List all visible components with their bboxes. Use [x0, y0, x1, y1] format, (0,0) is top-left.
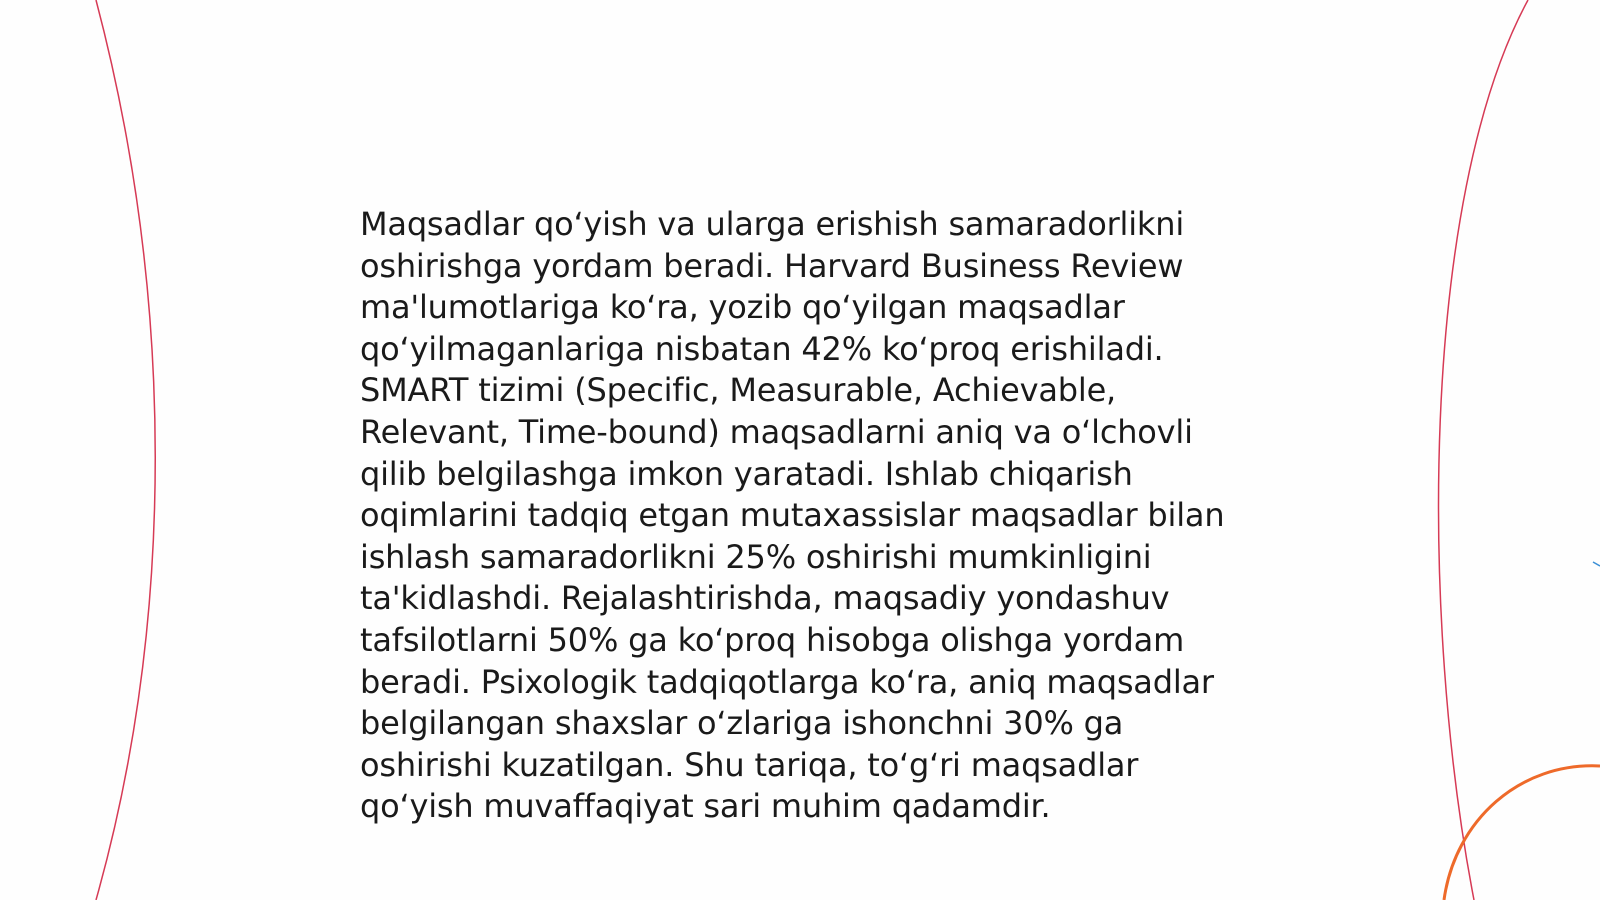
right-curve-line [1439, 0, 1528, 900]
left-curve-line [96, 0, 155, 900]
orange-arc [1444, 766, 1600, 900]
blue-accent-mark [1593, 562, 1600, 566]
body-paragraph: Maqsadlar qo‘yish va ularga erishish samaradorlikni oshirishga yordam beradi. Harvard Business Review ma'lumotlariga ko‘ra, yozib qo‘yilgan maqsadlar qo‘yilmaganlariga nisbatan 42% ko‘proq erishiladi. SMART tizimi (Specific, Measurable, Achievable, Relevant, Time-bound) maqsadlarni aniq va o‘lchovli qilib belgilashga imkon yaratadi. Ishlab chiqarish oqimlarini tadqiq etgan mutaxassislar maqsadlar bilan ishlash samaradorlikni 25% oshirishi mumkinligini ta'kidlashdi. Rejalashtirishda, maqsadiy yondashuv tafsilotlarni 50% ga ko‘proq hisobga olishga yordam beradi. Psixologik tadqiqotlarga ko‘ra, aniq maqsadlar belgilangan shaxslar o‘zlariga ishonchni 30% ga oshirishi kuzatilgan. Shu tariqa, to‘g‘ri maqsadlar qo‘yish muvaffaqiyat sari muhim qadamdir. [360, 205, 1225, 826]
